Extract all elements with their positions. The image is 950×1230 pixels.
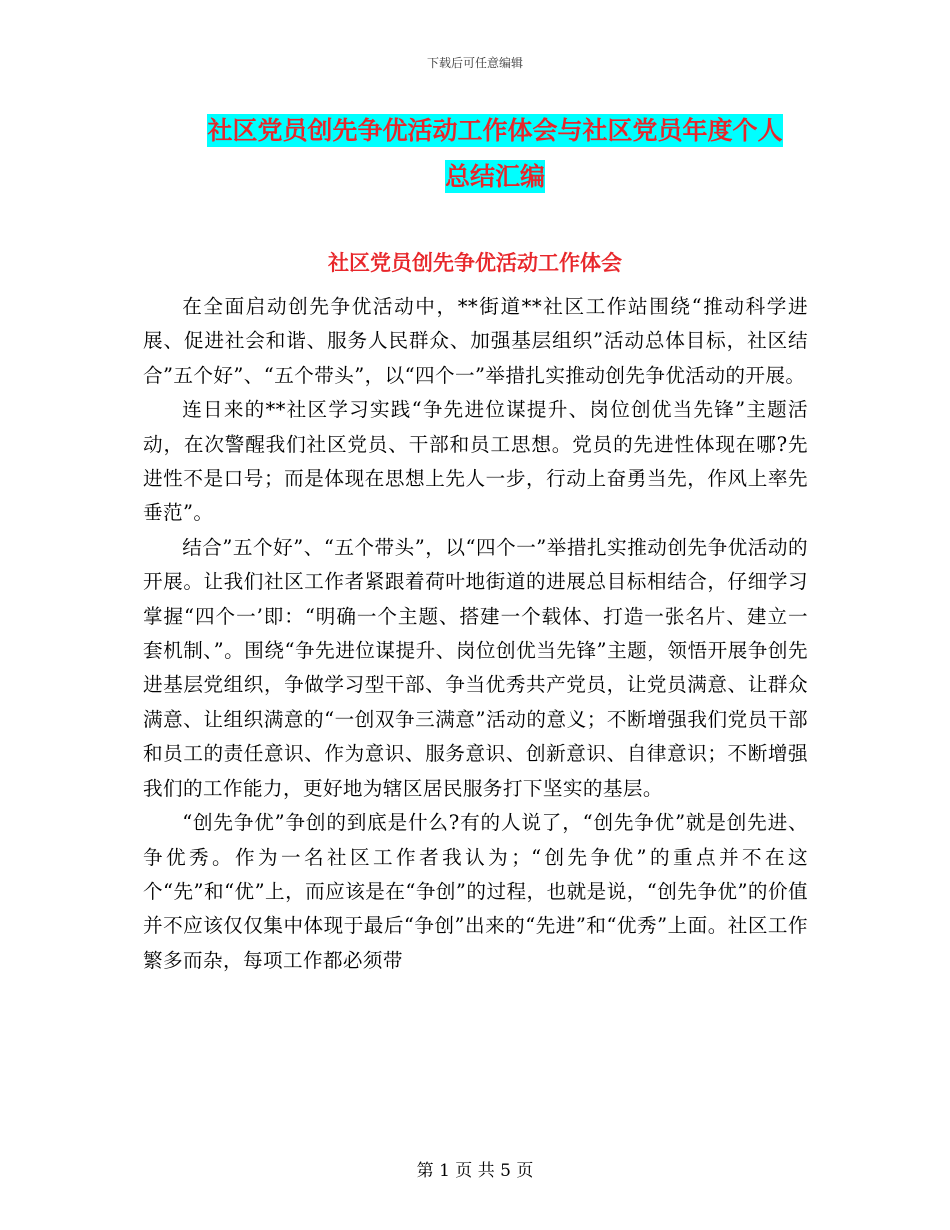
main-title [150,108,840,200]
paragraph-4: “创先争优”争创的到底是什么?有的人说了，“创先争优”就是创先进、争优秀。作为一名社区工作者我认为；“创先争优”的重点并不在这个“先”和“优”上，而应该是在“争创”的过程，也就是说，“创先争优”的价值并不应该仅仅集中体现于最后“争创”出来的“先进”和“优秀”上面。社区工作繁多而杂，每项工作都必须带 [143,811,808,972]
header-note: 下载后可任意编辑 [426,56,523,70]
main-title-line-2 [150,154,840,200]
paragraph-2: 连日来的**社区学习实践“争先进位谋提升、岗位创优当先锋”主题活动，在次警醒我们社区党员、干部和员工思想。党员的先进性体现在哪?先进性不是口号；而是体现在思想上先人一步，行动上奋勇当先，作风上率先垂范”。 [143,398,808,525]
body-text [143,290,808,978]
section-title: 社区党员创先争优活动工作体会 [328,251,622,275]
page-footer: 第 1 页 共 5 页 [416,1161,534,1181]
main-title-line-1-text: 社区党员创先争优活动工作体会与社区党员年度个人 [207,116,783,145]
paragraph-3: 结合”五个好”、“五个带头”，以“四个一”举措扎实推动创先争优活动的开展。让我们社区工作者紧跟着荷叶地街道的进展总目标相结合，仔细学习掌握“四个一’即：“明确一个主题、搭建一个载体、打造一张名片、建立一套机制、”。围绕“争先进位谋提升、岗位创优当先锋”主题，领悟开展争创先进基层党组织，争做学习型干部、争当优秀共产党员，让党员满意、让群众满意、让组织满意的“一创双争三满意”活动的意义；不断增强我们党员干部和员工的责任意识、作为意识、服务意识、创新意识、自律意识；不断增强我们的工作能力，更好地为辖区居民服务打下坚实的基层。 [143,535,808,800]
paragraph-1: 在全面启动创先争优活动中，**街道**社区工作站围绕“推动科学进展、促进社会和谐、服务人民群众、加强基层组织”活动总体目标，社区结合”五个好”、“五个带头”，以“四个一”举措扎实推动创先争优活动的开展。 [143,295,808,387]
main-title-line-1 [150,108,840,154]
main-title-line-2-text: 总结汇编 [444,162,545,191]
